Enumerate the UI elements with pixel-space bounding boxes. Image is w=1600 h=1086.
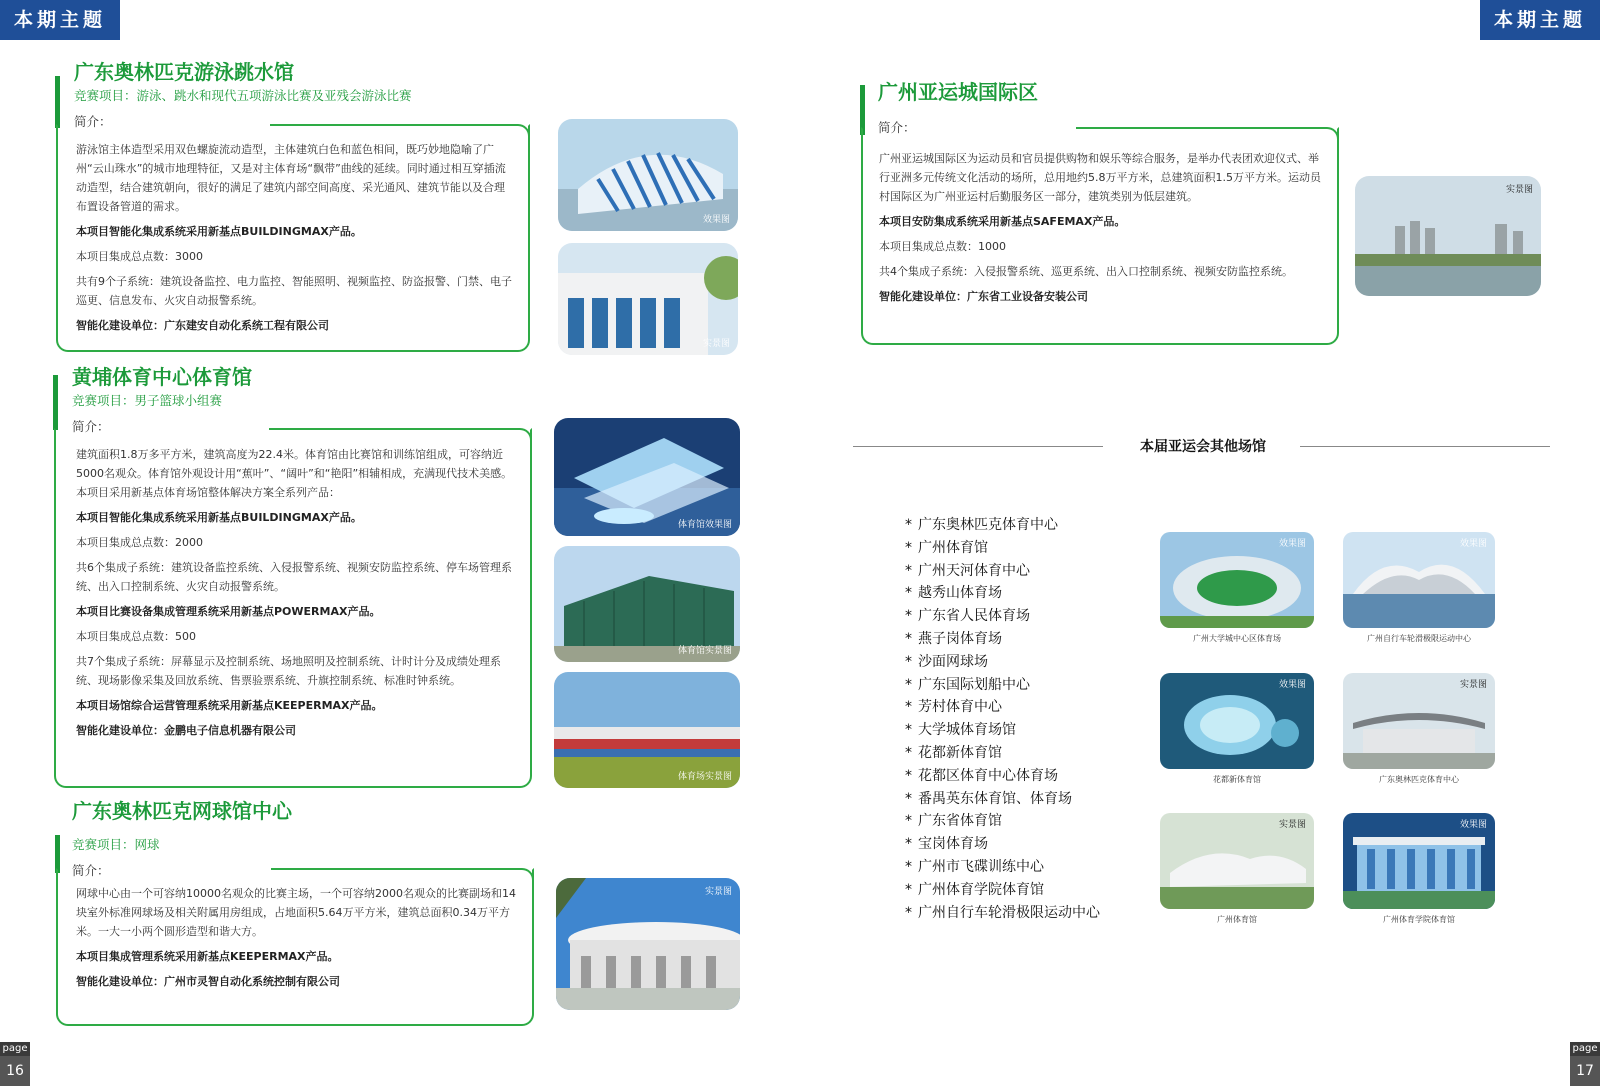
list-item: * 广州天河体育中心 [905, 562, 1030, 579]
thumbnail-tag: 效果图 [1459, 820, 1487, 830]
list-item: * 广东省人民体育场 [905, 608, 1030, 625]
venue-thumbnail [1160, 673, 1314, 769]
list-item: * 花都区体育中心体育场 [905, 767, 1058, 784]
divider-right [1300, 446, 1550, 447]
photo-caption: 体育馆效果图 [677, 520, 732, 530]
section-2-intro-label: 简介： [72, 419, 110, 434]
list-item: * 越秀山体育场 [905, 585, 1002, 602]
thumbnail-tag: 效果图 [1278, 680, 1306, 690]
section-1-event: 竞赛项目：游泳、跳水和现代五项游泳比赛及亚残会游泳比赛 [74, 88, 412, 103]
thumbnail-caption: 广州自行车轮滑极限运动中心 [1367, 634, 1471, 643]
list-item: * 广东国际划船中心 [905, 676, 1030, 693]
section-2-paragraph: 智能化建设单位：金鹏电子信息机器有限公司 [76, 724, 296, 737]
section-4-intro-label: 简介： [878, 120, 916, 135]
section-1-paragraph: 游泳馆主体造型采用双色螺旋流动造型，主体建筑白色和蓝色相间，既巧妙地隐喻了广州“云山珠水”的城市地理特征，又是对主体育场“飘带”曲线的延续。同时通过相互穿插流动造型，结合建筑朝向，很好的满足了建筑内部空间高度、采光通风、建筑节能以及合理布置设备管道的需求。 [76, 143, 506, 213]
section-1-accent-bar [55, 76, 60, 128]
section-2-paragraph: 建筑面积1.8万多平方米，建筑高度为22.4米。体育馆由比赛馆和训练馆组成，可容纳近5000名观众。体育馆外观设计用“蕉叶”、“阔叶”和“艳阳”相辅相成，充满现代技术美感。本项目采用新基点体育场馆整体解决方案全系列产品： [76, 448, 513, 499]
page-number-left: page 16 [0, 1042, 30, 1086]
section-1-paragraph: 共有9个子系统：建筑设备监控、电力监控、智能照明、视频监控、防盗报警、门禁、电子巡更、信息发布、火灾自动报警系统。 [76, 275, 512, 307]
section-4-title: 广州亚运城国际区 [878, 80, 1038, 104]
gymnasium-real-photo [554, 546, 740, 662]
section-3-text-box [56, 868, 534, 1026]
section-4-paragraph: 共4个集成子系统：入侵报警系统、巡更系统、出入口控制系统、视频安防监控系统。 [879, 265, 1293, 278]
list-item: * 燕子岗体育场 [905, 630, 1002, 647]
section-3-paragraph: 本项目集成管理系统采用新基点KEEPERMAX产品。 [76, 950, 339, 963]
section-2-paragraph: 本项目集成总点数：500 [76, 630, 196, 643]
divider-left [853, 446, 1103, 447]
photo-caption: 体育场实景图 [677, 772, 732, 782]
swimming-hall-render-photo [558, 119, 738, 231]
thumbnail-caption: 广州体育馆 [1217, 915, 1257, 924]
thumbnail-caption: 广州体育学院体育馆 [1383, 915, 1455, 924]
venue-thumbnail [1343, 813, 1495, 909]
venue-thumbnail [1160, 532, 1314, 628]
section-3-paragraph: 智能化建设单位：广州市灵智自动化系统控制有限公司 [76, 975, 340, 988]
left-section-tag: 本期主题 [0, 0, 120, 40]
gymnasium-render-photo [554, 418, 740, 536]
other-venues-list [905, 514, 1100, 924]
swimming-hall-real-photo [558, 243, 738, 355]
section-3-event: 竞赛项目：网球 [72, 837, 160, 852]
list-item: * 大学城体育场馆 [905, 722, 1016, 739]
section-2-title: 黄埔体育中心体育馆 [72, 365, 252, 389]
section-4-text-box [861, 127, 1339, 345]
list-item: * 广州体育馆 [905, 539, 988, 556]
section-1-title: 广东奥林匹克游泳跳水馆 [74, 60, 294, 84]
section-4-paragraph: 本项目安防集成系统采用新基点SAFEMAX产品。 [879, 215, 1126, 228]
section-1-paragraph: 本项目智能化集成系统采用新基点BUILDINGMAX产品。 [76, 225, 362, 238]
section-3-intro-label: 简介： [72, 863, 110, 878]
section-3-title: 广东奥林匹克网球馆中心 [72, 799, 292, 823]
list-item: * 广州市飞碟训练中心 [905, 858, 1044, 875]
section-2-paragraph: 本项目场馆综合运营管理系统采用新基点KEEPERMAX产品。 [76, 699, 383, 712]
section-2-event: 竞赛项目：男子篮球小组赛 [72, 393, 223, 408]
section-1-text-box [56, 124, 530, 352]
stadium-real-photo [554, 672, 740, 788]
section-2-accent-bar [53, 375, 58, 430]
asian-games-city-real-photo [1355, 176, 1541, 296]
section-2-paragraph: 共6个集成子系统：建筑设备监控系统、入侵报警系统、视频安防监控系统、停车场管理系统、出入口控制系统、火灾自动报警系统。 [76, 561, 512, 593]
thumbnail-tag: 实景图 [1278, 820, 1306, 830]
photo-caption: 效果图 [702, 215, 730, 225]
list-item: * 沙面网球场 [905, 653, 988, 670]
photo-caption: 实景图 [702, 339, 730, 349]
photo-caption: 体育馆实景图 [677, 646, 732, 656]
list-item: * 广东省体育馆 [905, 813, 1002, 830]
list-item: * 芳村体育中心 [905, 699, 1002, 716]
section-1-paragraph: 本项目集成总点数：3000 [76, 250, 203, 263]
section-2-paragraph: 本项目智能化集成系统采用新基点BUILDINGMAX产品。 [76, 511, 362, 524]
photo-caption: 实景图 [704, 887, 732, 897]
right-section-tag: 本期主题 [1480, 0, 1600, 40]
section-4-paragraph: 本项目集成总点数：1000 [879, 240, 1006, 253]
venue-thumbnail [1160, 813, 1314, 909]
list-item: * 广州自行车轮滑极限运动中心 [905, 904, 1100, 921]
thumbnail-tag: 效果图 [1278, 539, 1306, 549]
section-2-paragraph: 本项目比赛设备集成管理系统采用新基点POWERMAX产品。 [76, 605, 381, 618]
section-2-text-box [54, 428, 532, 788]
section-3-paragraph: 网球中心由一个可容纳10000名观众的比赛主场，一个可容纳2000名观众的比赛副场和14块室外标准网球场及相关附属用房组成，占地面积5.64万平方米，建筑总面积0.34万平方米。一大一小两个圆形造型和谐大方。 [76, 887, 516, 938]
photo-caption: 实景图 [1505, 185, 1533, 195]
thumbnail-caption: 广东奥林匹克体育中心 [1379, 775, 1459, 784]
list-item: * 宝岗体育场 [905, 836, 988, 853]
other-venues-heading: 本届亚运会其他场馆 [1140, 439, 1266, 455]
thumbnail-caption: 花都新体育馆 [1213, 775, 1261, 784]
section-4-paragraph: 广州亚运城国际区为运动员和官员提供购物和娱乐等综合服务，是举办代表团欢迎仪式、举行亚洲多元传统文化活动的场所，总用地约5.8万平方米，总建筑面积1.5万平方米。运动员村国际区为广州亚运村后勤服务区一部分，建筑类别为低层建筑。 [879, 152, 1321, 203]
tennis-center-real-image [556, 878, 740, 1010]
section-4-paragraph: 智能化建设单位：广东省工业设备安装公司 [879, 290, 1088, 303]
thumbnail-caption: 广州大学城中心区体育场 [1193, 634, 1281, 643]
section-1-intro-label: 简介： [74, 114, 112, 129]
list-item: * 广东奥林匹克体育中心 [905, 517, 1058, 533]
thumbnail-tag: 效果图 [1459, 539, 1487, 549]
section-2-paragraph: 本项目集成总点数：2000 [76, 536, 203, 549]
list-item: * 番禺英东体育馆、体育场 [905, 790, 1072, 807]
page-number-right: page 17 [1570, 1042, 1600, 1086]
venue-thumbnail [1343, 532, 1495, 628]
thumbnail-tag: 实景图 [1459, 680, 1487, 690]
section-2-paragraph: 共7个集成子系统：屏幕显示及控制系统、场地照明及控制系统、计时计分及成绩处理系统、现场影像采集及回放系统、售票验票系统、升旗控制系统、标准时钟系统。 [76, 655, 501, 687]
section-1-paragraph: 智能化建设单位：广东建安自动化系统工程有限公司 [76, 319, 329, 332]
list-item: * 广州体育学院体育馆 [905, 881, 1044, 898]
list-item: * 花都新体育馆 [905, 744, 1002, 761]
venue-thumbnail [1343, 673, 1495, 769]
tennis-center-real-photo [556, 878, 740, 1010]
